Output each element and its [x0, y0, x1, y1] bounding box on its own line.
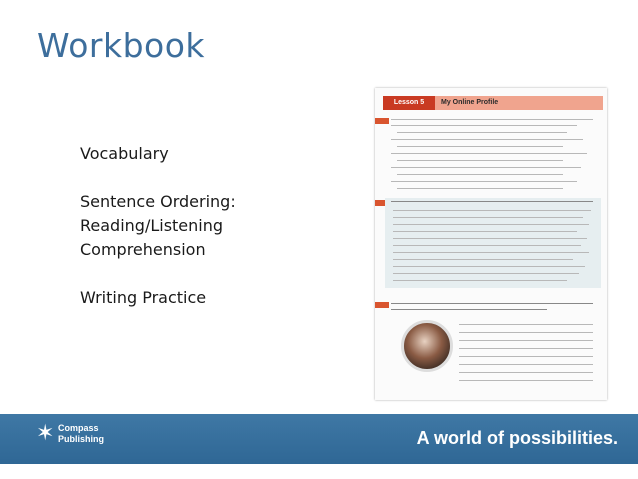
slide-title: Workbook	[37, 26, 206, 65]
text-line	[391, 153, 587, 154]
text-line	[393, 238, 587, 239]
text-line	[397, 188, 563, 189]
publisher-logo	[58, 423, 104, 445]
writing-line	[459, 372, 593, 373]
text-line	[393, 252, 589, 253]
exercise-tag-3	[375, 302, 389, 308]
writing-line	[459, 340, 593, 341]
exercise-tag-1	[375, 118, 389, 124]
logo-line-1: Compass	[58, 423, 99, 433]
compass-star-icon: ✶	[36, 421, 55, 446]
text-line	[391, 167, 581, 168]
text-line	[391, 201, 593, 202]
writing-line	[459, 332, 593, 333]
text-line	[393, 245, 581, 246]
writing-line	[459, 356, 593, 357]
footer-tagline: A world of possibilities.	[416, 428, 618, 448]
text-line	[393, 266, 585, 267]
text-line	[391, 181, 577, 182]
text-line	[397, 160, 563, 161]
bullet-gap	[80, 166, 236, 190]
text-line	[397, 146, 563, 147]
lesson-label: Lesson 5	[383, 96, 435, 110]
writing-line	[459, 324, 593, 325]
text-line	[393, 259, 573, 260]
bullet-writing-practice: Writing Practice	[80, 288, 207, 307]
writing-line	[459, 380, 593, 381]
text-line	[391, 139, 583, 140]
text-line	[393, 217, 583, 218]
text-line	[393, 231, 577, 232]
text-line	[393, 224, 589, 225]
writing-line	[459, 348, 593, 349]
text-line	[391, 119, 593, 120]
ordering-exercise-band	[385, 198, 601, 288]
text-line	[391, 309, 547, 310]
workbook-page-image	[375, 88, 607, 400]
bullet-vocabulary: Vocabulary	[80, 144, 169, 163]
workbook-page-header	[383, 96, 603, 110]
profile-photo	[401, 320, 453, 372]
bullet-sentence-ordering: Sentence Ordering:	[80, 192, 236, 211]
text-line	[397, 132, 567, 133]
bullet-reading-listening: Reading/Listening	[80, 216, 224, 235]
bullet-list	[80, 142, 236, 310]
text-line	[393, 273, 579, 274]
lesson-title: My Online Profile	[441, 99, 499, 106]
writing-line	[459, 364, 593, 365]
footer-bar	[0, 414, 638, 464]
bullet-gap	[80, 262, 236, 286]
text-line	[391, 303, 593, 304]
text-line	[393, 210, 591, 211]
logo-line-2: Publishing	[58, 434, 104, 444]
text-line	[397, 174, 563, 175]
text-line	[393, 280, 567, 281]
bullet-comprehension: Comprehension	[80, 240, 206, 259]
text-line	[391, 125, 577, 126]
